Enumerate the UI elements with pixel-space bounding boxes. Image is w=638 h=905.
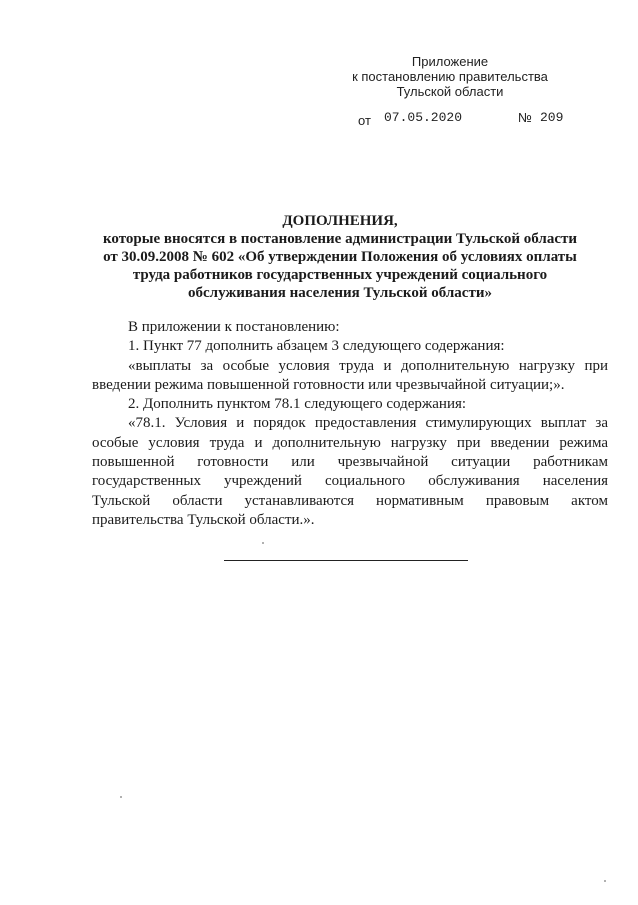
document-body (92, 318, 608, 530)
intro-paragraph: В приложении к постановлению: (128, 319, 340, 335)
heading-line: обслуживания населения Тульской области» (188, 285, 492, 301)
document-number: 209 (540, 110, 564, 125)
document-date: 07.05.2020 (384, 110, 463, 125)
quote-1-line: введении режима повышенной готовности или чрезвычайной ситуации;». (92, 376, 565, 393)
number-label: № (518, 110, 532, 125)
heading-line: которые вносятся в постановление администрации Тульской области (102, 231, 577, 247)
quote-2-line: правительства Тульской области.». (92, 511, 315, 528)
scan-speck (604, 880, 606, 882)
heading-line: от 30.09.2008 № 602 «Об утверждении Положения об условиях оплаты (103, 249, 577, 265)
quote-2-line: государственных учреждений социального обслуживания населения (92, 473, 608, 490)
quote-2-line: Тульской области устанавливаются нормативным правовым актом (92, 492, 608, 509)
closing-rule (224, 560, 468, 561)
heading-title: ДОПОЛНЕНИЯ, (282, 213, 398, 229)
quote-2-line: «78.1. Условия и порядок предоставления стимулирующих выплат за (128, 415, 608, 432)
item-2: 2. Дополнить пунктом 78.1 следующего содержания: (128, 396, 467, 413)
appendix-line: Тульской области (396, 84, 504, 99)
document-heading (80, 212, 600, 302)
scan-speck (120, 796, 122, 798)
date-number-line (0, 110, 638, 130)
quote-1-line: «выплаты за особые условия труда и дополнительную нагрузку при (128, 357, 608, 374)
quote-2-line: особые условия труда и дополнительную нагрузку при введении режима (92, 434, 608, 451)
appendix-line: к постановлению правительства (352, 69, 548, 84)
quote-2-line: повышенной готовности или чрезвычайной ситуации работникам (92, 454, 608, 471)
date-label: от (358, 113, 371, 128)
scan-speck (262, 542, 264, 544)
item-1: 1. Пункт 77 дополнить абзацем 3 следующего содержания: (128, 338, 505, 355)
appendix-block (340, 54, 560, 99)
heading-line: труда работников государственных учреждений социального (132, 267, 548, 283)
appendix-title: Приложение (411, 54, 489, 69)
